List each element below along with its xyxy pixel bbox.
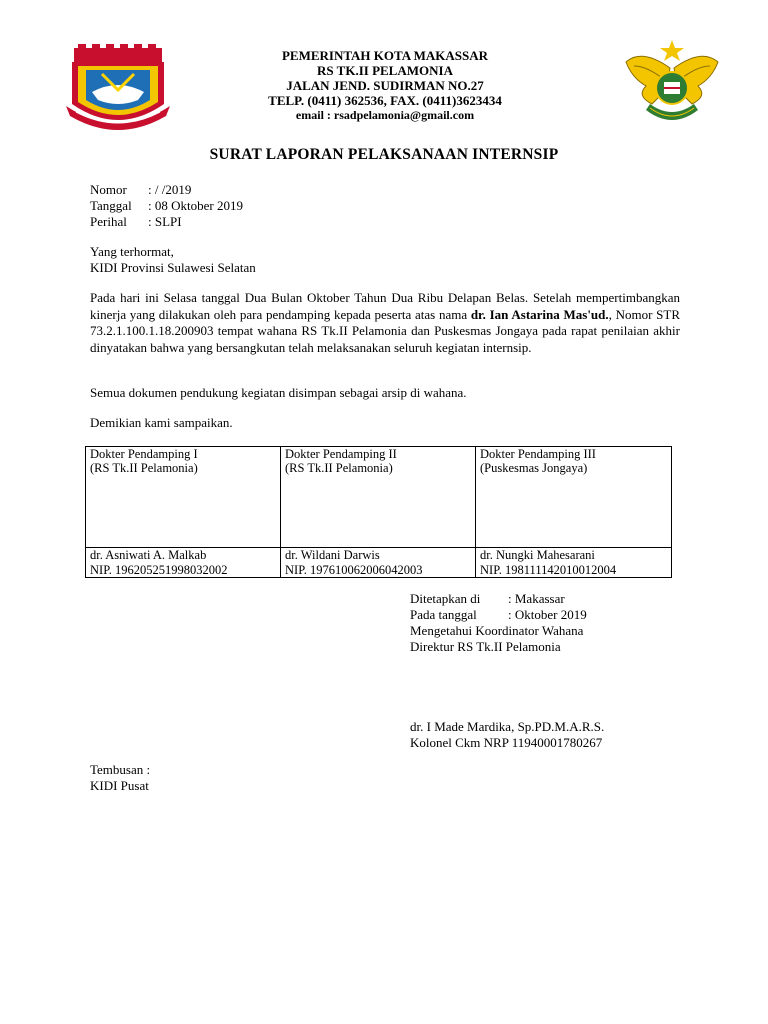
body-p1-text-a: Pada hari ini Selasa tanggal Dua Bulan Oktober Tahun Dua Ribu Delapan Belas. Setelah mempertimbangkan kinerja yang dilakukan oleh para pendamping kepada peserta atas nama bbox=[90, 290, 680, 322]
tanggal-label: Tanggal bbox=[90, 198, 132, 213]
mentor-nip: NIP. 196205251998032002 bbox=[90, 562, 228, 577]
recipient: KIDI Provinsi Sulawesi Selatan bbox=[90, 260, 256, 275]
salutation: Yang terhormat, bbox=[90, 244, 174, 259]
table-row bbox=[86, 447, 672, 548]
signer-name: dr. I Made Mardika, Sp.PD.M.A.R.S. bbox=[410, 719, 605, 734]
nomor-value: : / /2019 bbox=[148, 182, 192, 197]
nomor-row bbox=[90, 182, 243, 198]
mentor-role: Dokter Pendamping II bbox=[285, 447, 397, 461]
pada-tanggal-label: Pada tanggal bbox=[410, 607, 477, 622]
table-cell bbox=[281, 548, 476, 578]
cc-label: Tembusan : bbox=[90, 762, 151, 777]
pada-tanggal-row bbox=[410, 607, 587, 623]
perihal-value: : SLPI bbox=[148, 214, 182, 229]
table-cell bbox=[86, 548, 281, 578]
body-p1-text-b: , Nomor STR 73.2.1.100.1.18.200903 tempat wahana RS Tk.II Pelamonia dan Puskesmas Jongaya pada rapat penilaian akhir dinyatakan bahwa yang bersangkutan telah melaksanakan seluruh kegiatan internsip. bbox=[90, 306, 680, 355]
letterhead bbox=[200, 48, 570, 123]
mentor-nip: NIP. 198111142010012004 bbox=[480, 562, 617, 577]
nomor-label: Nomor bbox=[90, 182, 127, 197]
mentor-place: (RS Tk.II Pelamonia) bbox=[285, 461, 393, 475]
perihal-row bbox=[90, 214, 243, 230]
makassar-city-seal-logo bbox=[58, 44, 178, 134]
table-cell bbox=[476, 447, 672, 548]
pada-tanggal-value: : Oktober 2019 bbox=[508, 607, 587, 622]
approval-line-3: Mengetahui Koordinator Wahana bbox=[410, 623, 584, 638]
mentor-place: (Puskesmas Jongaya) bbox=[480, 461, 588, 475]
header-line-2: RS TK.II PELAMONIA bbox=[317, 63, 453, 78]
ditetapkan-value: : Makassar bbox=[508, 591, 565, 606]
table-cell bbox=[281, 447, 476, 548]
ditetapkan-row bbox=[410, 591, 587, 607]
header-line-3: JALAN JEND. SUDIRMAN NO.27 bbox=[286, 78, 484, 93]
header-line-5: email : rsadpelamonia@gmail.com bbox=[295, 108, 475, 122]
table-row bbox=[86, 548, 672, 578]
signer-rank: Kolonel Ckm NRP 11940001780267 bbox=[410, 735, 603, 750]
body-paragraph-2: Semua dokumen pendukung kegiatan disimpan sebagai arsip di wahana. bbox=[90, 385, 467, 400]
approval-block bbox=[410, 591, 587, 655]
mentor-nip: NIP. 197610062006042003 bbox=[285, 562, 423, 577]
header-line-4: TELP. (0411) 362536, FAX. (0411)3623434 bbox=[268, 93, 502, 108]
ditetapkan-label: Ditetapkan di bbox=[410, 591, 481, 606]
salutation-block bbox=[90, 244, 256, 276]
mentor-role: Dokter Pendamping I bbox=[90, 447, 198, 461]
army-emblem-logo bbox=[622, 38, 722, 130]
participant-name: dr. Ian Astarina Mas'ud. bbox=[470, 306, 609, 322]
approval-line-4: Direktur RS Tk.II Pelamonia bbox=[410, 639, 561, 654]
letter-meta bbox=[90, 182, 243, 230]
mentor-name: dr. Asniwati A. Malkab bbox=[90, 548, 207, 562]
body-paragraph-3: Demikian kami sampaikan. bbox=[90, 415, 233, 430]
perihal-label: Perihal bbox=[90, 214, 127, 229]
signer-block bbox=[410, 719, 604, 751]
body-paragraph-1 bbox=[90, 290, 680, 356]
mentor-name: dr. Wildani Darwis bbox=[285, 548, 380, 562]
table-cell bbox=[86, 447, 281, 548]
letter-title: SURAT LAPORAN PELAKSANAAN INTERNSIP bbox=[209, 146, 559, 163]
tanggal-value: : 08 Oktober 2019 bbox=[148, 198, 243, 213]
cc-block bbox=[90, 762, 150, 794]
tanggal-row bbox=[90, 198, 243, 214]
cc-item: KIDI Pusat bbox=[90, 778, 149, 793]
mentor-name: dr. Nungki Mahesarani bbox=[480, 548, 595, 562]
mentor-signature-table bbox=[85, 446, 672, 578]
mentor-place: (RS Tk.II Pelamonia) bbox=[90, 461, 198, 475]
header-line-1: PEMERINTAH KOTA MAKASSAR bbox=[281, 48, 489, 63]
table-cell bbox=[476, 548, 672, 578]
mentor-role: Dokter Pendamping III bbox=[480, 447, 596, 461]
